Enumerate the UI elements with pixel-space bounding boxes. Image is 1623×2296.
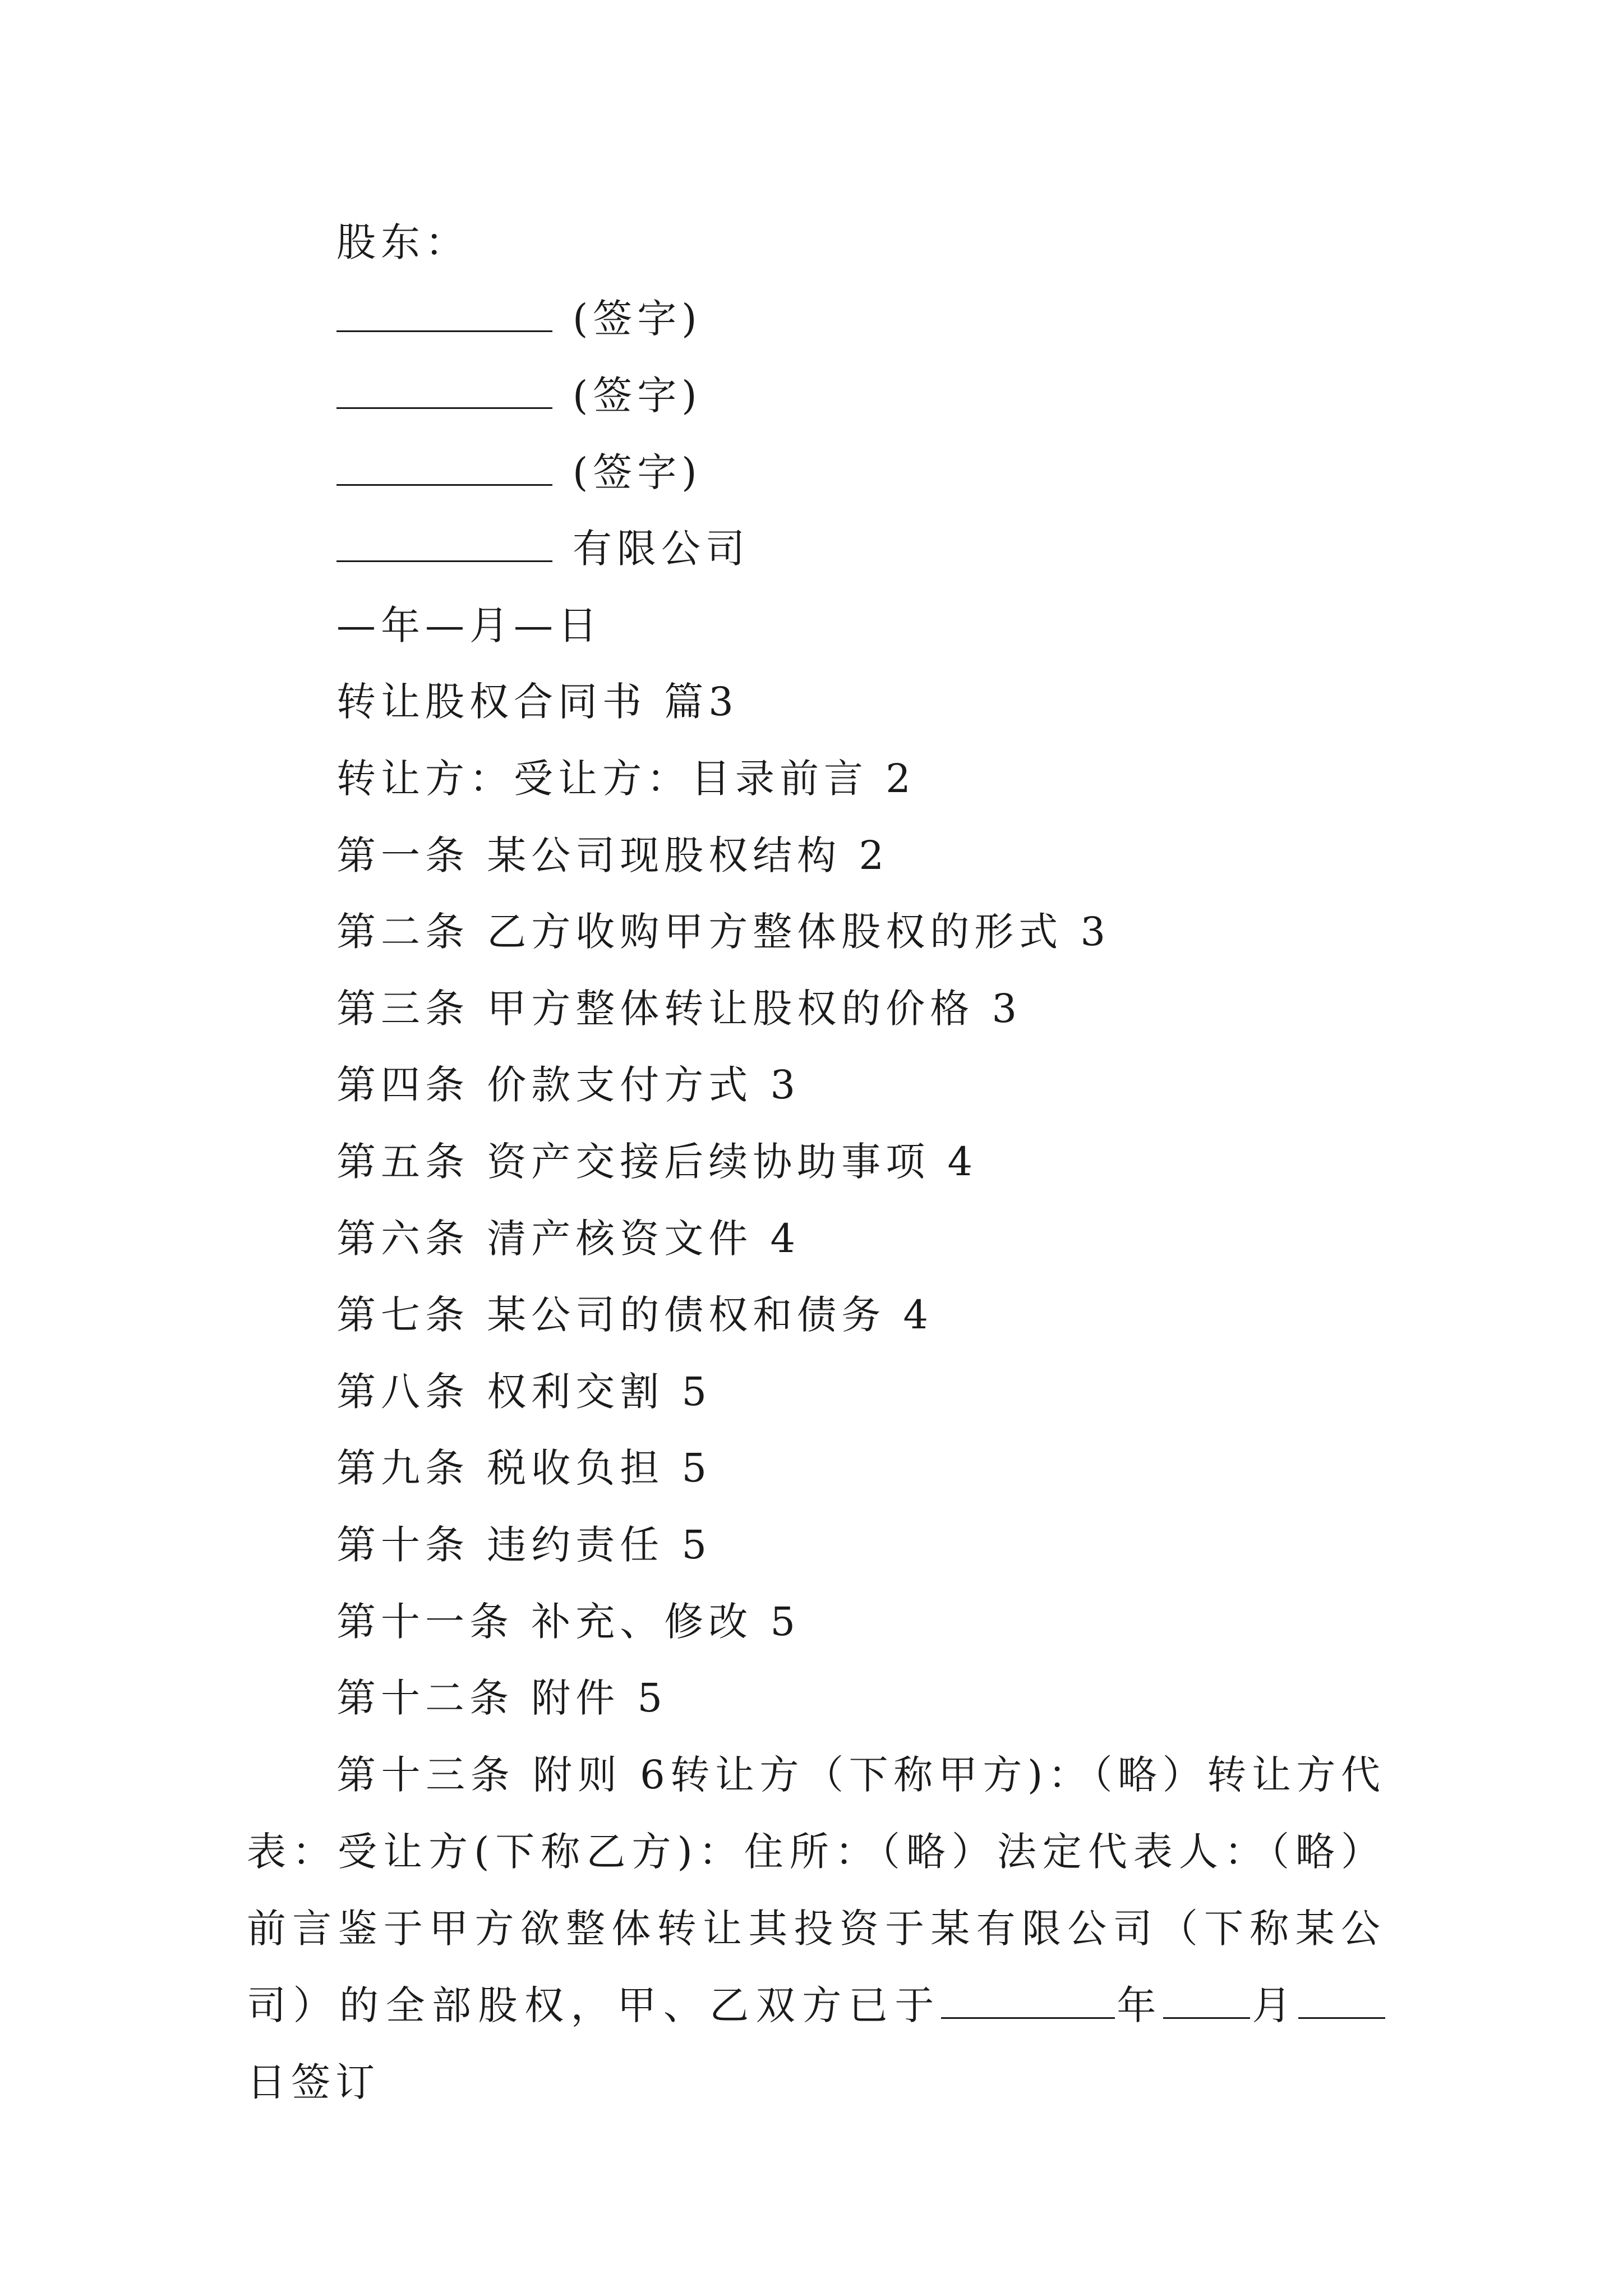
toc-item: 第二条 乙方收购甲方整体股权的形式 3 — [336, 909, 1111, 955]
year-label: 年 — [1114, 1982, 1163, 2028]
signature-blank — [336, 296, 552, 332]
toc-item: 第七条 某公司的债权和债务 4 — [336, 1292, 934, 1338]
toc-item: 第一条 某公司现股权结构 2 — [336, 832, 889, 878]
month-label: 月 — [1249, 1982, 1299, 2028]
toc-item: 第四条 价款支付方式 3 — [336, 1062, 801, 1108]
day-label: 日签订 — [247, 2059, 380, 2105]
closing-text: 第十三条 附则 6转让方（下称甲方)：（略）转让方代表：受让方(下称乙方)：住所：（略）法定代表人：（略）前言鉴于甲方欲整体转让其投资于某有限公司（下称某公司）的全部股权，甲、乙双方已于 — [247, 1752, 1385, 2028]
toc-item: 第十一条 补充、修改 5 — [336, 1599, 801, 1645]
signature-line — [336, 291, 702, 347]
date-line: —年—月—日 — [336, 602, 602, 648]
signature-blank — [336, 372, 552, 409]
signature-label: (签字) — [573, 372, 702, 418]
toc-item: 第十二条 附件 5 — [336, 1675, 668, 1721]
toc-intro: 转让方：受让方：目录前言 2 — [336, 756, 916, 802]
toc-item: 第五条 资产交接后续协助事项 4 — [336, 1139, 978, 1185]
signature-label: (签字) — [573, 449, 702, 495]
company-name-blank — [336, 526, 552, 562]
signature-blank — [336, 449, 552, 486]
signature-line — [336, 367, 702, 424]
toc-item: 第六条 清产核资文件 4 — [336, 1216, 801, 1262]
signature-line — [336, 444, 702, 500]
section-title: 转让股权合同书 篇3 — [336, 679, 739, 725]
closing-paragraph — [247, 1737, 1385, 2121]
year-blank — [941, 1982, 1115, 2019]
day-blank — [1298, 1982, 1385, 2019]
month-blank — [1163, 1982, 1250, 2019]
toc-item: 第十条 违约责任 5 — [336, 1522, 712, 1568]
toc-item: 第八条 权利交割 5 — [336, 1369, 712, 1415]
toc-item: 第九条 税收负担 5 — [336, 1445, 712, 1491]
company-suffix: 有限公司 — [573, 526, 750, 572]
signature-label: (签字) — [573, 296, 702, 342]
toc-item: 第三条 甲方整体转让股权的价格 3 — [336, 986, 1022, 1032]
company-line — [336, 521, 750, 577]
shareholders-label: 股东： — [336, 219, 469, 265]
